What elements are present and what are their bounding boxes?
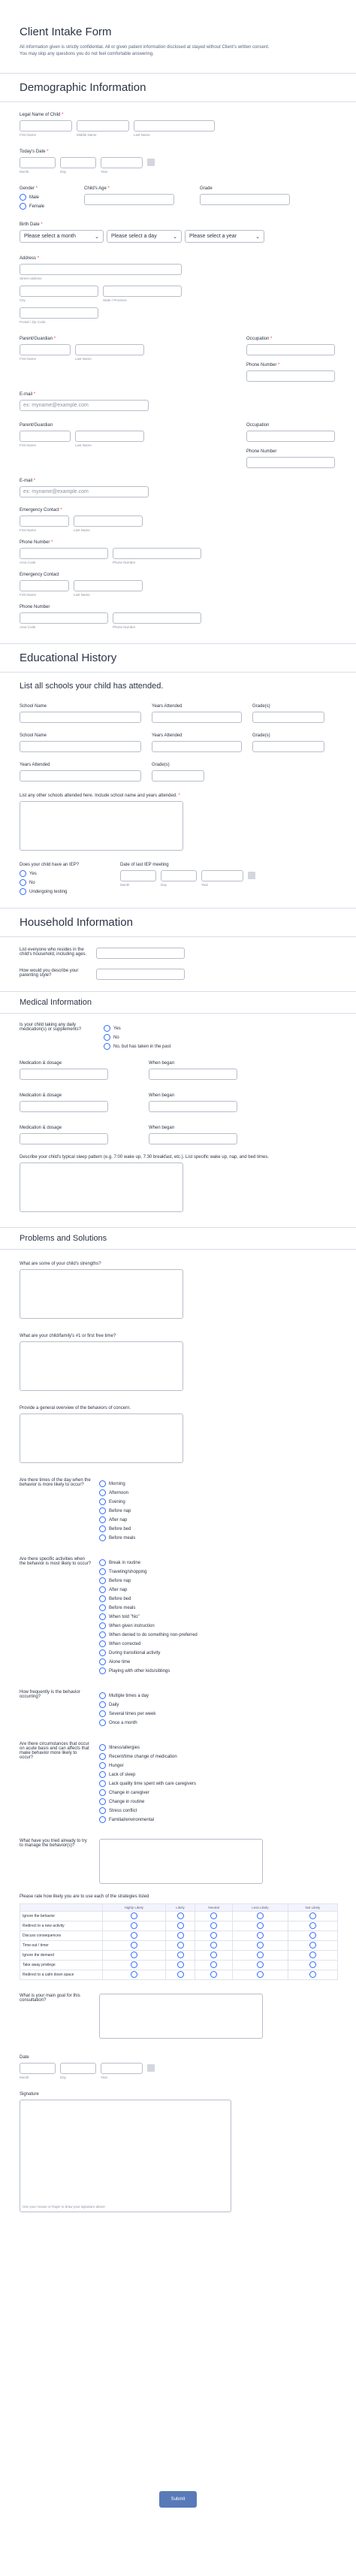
form-header (0, 0, 356, 65)
matrix-cell (103, 1912, 166, 1921)
birth-day-select[interactable]: Please select a day ⌄ (107, 230, 182, 243)
radio-icon[interactable] (99, 1516, 106, 1523)
today-year-input[interactable] (101, 157, 143, 168)
radio-icon[interactable] (309, 1952, 316, 1958)
matrix-row (20, 1941, 338, 1951)
school-row-3: Years Attended Grade(s) (0, 752, 356, 782)
option-item[interactable]: Lack quality time spent with care caregivers (99, 1780, 196, 1787)
option-item[interactable]: Alone time (99, 1658, 198, 1665)
gender-option-female[interactable]: Female (20, 203, 66, 210)
frequency-radio-list (99, 1690, 155, 1728)
matrix-cell (288, 1921, 337, 1931)
demographic-section-title: Demographic Information (0, 73, 356, 102)
first-name-input[interactable] (20, 120, 72, 132)
frequency-field: How frequently is the behavior occurring? Multiple times a day Daily Several times per week Once a month (0, 1677, 356, 1728)
behaviors-textarea[interactable] (20, 1413, 183, 1463)
option-item[interactable]: Multiple times a day (99, 1692, 155, 1699)
emergency2-first-input[interactable] (20, 580, 69, 591)
calendar-icon[interactable] (147, 159, 155, 166)
matrix-row-label: Redirect to a new activity (20, 1921, 103, 1931)
household-section-title: Household Information (0, 908, 356, 937)
concern-textarea[interactable] (20, 1341, 183, 1391)
radio-icon[interactable] (131, 1932, 137, 1939)
radio-icon[interactable] (104, 1025, 110, 1032)
years-attended-input[interactable] (152, 741, 242, 752)
date-year-input[interactable] (101, 2063, 143, 2074)
meds-option-yes[interactable]: Yes (104, 1025, 170, 1032)
option-item[interactable]: Lack of sleep (99, 1771, 196, 1778)
matrix-row (20, 1931, 338, 1941)
option-item[interactable]: Before meals (99, 1604, 198, 1611)
matrix-row (20, 1970, 338, 1980)
radio-icon[interactable] (99, 1534, 106, 1541)
calendar-icon[interactable] (248, 872, 255, 879)
matrix-cell (288, 1941, 337, 1951)
radio-icon[interactable] (309, 1932, 316, 1939)
date-month-input[interactable] (20, 2063, 56, 2074)
iep-month-input[interactable] (120, 870, 156, 881)
other-schools-field: List any other schools attended here. Include school name and years attended. * (0, 782, 356, 851)
matrix-row (20, 1951, 338, 1961)
radio-icon[interactable] (210, 1961, 217, 1968)
radio-icon[interactable] (104, 1034, 110, 1041)
radio-icon[interactable] (131, 1922, 137, 1929)
zip-input[interactable] (20, 307, 98, 319)
radio-icon[interactable] (99, 1498, 106, 1505)
option-item[interactable]: Several times per week (99, 1710, 155, 1717)
matrix-cell (288, 1912, 337, 1921)
radio-icon[interactable] (131, 1961, 137, 1968)
matrix-row-label: Ignore the behavior (20, 1912, 103, 1921)
household-members-field: List everyone who resides in the child's household, including ages. (0, 937, 356, 960)
today-day-input[interactable] (60, 157, 96, 168)
email-input[interactable]: ex: myname@example.com (20, 400, 149, 411)
middle-name-input[interactable] (77, 120, 129, 132)
medication-dosage-input[interactable] (20, 1101, 108, 1112)
emergency-first-input[interactable] (20, 516, 69, 527)
activities-checkbox-list (99, 1557, 198, 1677)
radio-icon[interactable] (99, 1658, 106, 1665)
radio-icon[interactable] (99, 1780, 106, 1787)
medication-row-3: Medication & dosage When began (0, 1112, 356, 1144)
medical-section-title: Medical Information (0, 991, 356, 1014)
activities-field: Are there specific activities when the behavior is most likely to occur? Break in routine Traveling/shopping Before nap After nap Before bed Before meals When told "No" When given instruction When denied to do something non-preferred When corrected During transitional activity Alone time Playing with other kids/siblings (0, 1543, 356, 1677)
option-item[interactable]: When given instruction (99, 1622, 198, 1629)
chevron-down-icon: ⌄ (255, 234, 260, 240)
radio-icon[interactable] (257, 1932, 264, 1939)
education-section-title: Educational History (0, 643, 356, 673)
option-item[interactable]: After nap (99, 1586, 198, 1593)
education-subtitle: List all schools your child has attended. (20, 682, 164, 691)
today-month-input[interactable] (20, 157, 56, 168)
matrix-column-header: Neutral (195, 1904, 232, 1912)
radio-icon[interactable] (99, 1489, 106, 1496)
matrix-cell (232, 1961, 288, 1970)
matrix-cell (195, 1961, 232, 1970)
option-item[interactable]: After nap (99, 1516, 135, 1523)
sleep-pattern-textarea[interactable] (20, 1163, 183, 1212)
option-item[interactable]: Before nap (99, 1507, 135, 1514)
option-item[interactable]: Once a month (99, 1719, 155, 1726)
matrix-column-header: Likely (165, 1904, 195, 1912)
radio-icon[interactable] (99, 1507, 106, 1514)
submit-wrap (0, 2491, 356, 2508)
date-field: Date Month Day Year (0, 2039, 356, 2080)
parent-occupation-row: Parent/Guardian * First Name Last Name Occupation * Phone Number * (0, 325, 356, 382)
radio-icon[interactable] (210, 1932, 217, 1939)
radio-icon[interactable] (309, 1942, 316, 1949)
radio-icon[interactable] (210, 1912, 217, 1919)
option-item[interactable]: When told "No" (99, 1613, 198, 1620)
matrix-cell (103, 1931, 166, 1941)
emergency-last-input[interactable] (74, 516, 143, 527)
radio-icon[interactable] (131, 1952, 137, 1958)
option-item[interactable]: Playing with other kids/siblings (99, 1667, 198, 1674)
iep-row: Does your child have an IEP? Yes No Undergoing testing Date of last IEP meeting Month Day Year (0, 851, 356, 897)
signature-pad[interactable]: Use your mouse or finger to draw your signature above (20, 2100, 231, 2212)
radio-icon[interactable] (257, 1961, 264, 1968)
matrix-cell (288, 1931, 337, 1941)
email-field: E-mail * ex: myname@example.com (0, 382, 356, 411)
option-item[interactable]: Afternoon (99, 1489, 135, 1496)
radio-icon[interactable] (131, 1942, 137, 1949)
changes-field: Are there circumstances that occur on acute basis and can affects that make behavior more likely to occur? Illness/allergies Recent/time change of medication Hunger Lack of sleep Lack quality time spent with care caregivers Change in caregiver Change in routine Stress conflict Familial/environmental (0, 1728, 356, 1825)
radio-icon[interactable] (99, 1595, 106, 1602)
school-name-input[interactable] (20, 712, 141, 723)
matrix-column-header: Highly Likely (103, 1904, 166, 1912)
option-item[interactable]: Traveling/shopping (99, 1568, 198, 1575)
date-day-input[interactable] (60, 2063, 96, 2074)
legal-name-field: Legal Name of Child * First Name Middle Name Last Name (0, 102, 356, 138)
email2-input[interactable]: ex: myname@example.com (20, 486, 149, 497)
signature-field: Signature Use your mouse or finger to draw your signature above (0, 2080, 356, 2212)
parent2-first-input[interactable] (20, 431, 71, 442)
option-item[interactable]: Recent/time change of medication (99, 1753, 196, 1760)
radio-icon[interactable] (99, 1577, 106, 1584)
radio-icon[interactable] (257, 1942, 264, 1949)
radio-icon[interactable] (131, 1912, 137, 1919)
option-item[interactable]: Break in routine (99, 1559, 198, 1566)
matrix-cell (165, 1931, 195, 1941)
occupation2-input[interactable] (246, 431, 335, 442)
radio-icon[interactable] (177, 1961, 184, 1968)
matrix-cell (165, 1970, 195, 1980)
radio-icon[interactable] (99, 1622, 106, 1629)
grades-input[interactable] (152, 770, 204, 782)
school-name-input[interactable] (20, 741, 141, 752)
parent2-last-input[interactable] (75, 431, 144, 442)
birth-month-select[interactable]: Please select a month ⌄ (20, 230, 104, 243)
option-item[interactable]: Daily (99, 1701, 155, 1708)
matrix-cell (103, 1961, 166, 1970)
when-began-input[interactable] (149, 1101, 237, 1112)
matrix-cell (103, 1951, 166, 1961)
option-item[interactable]: Familial/environmental (99, 1816, 196, 1823)
chevron-down-icon: ⌄ (95, 234, 99, 240)
sleep-pattern-field: Describe your child's typical sleep pattern (e.g. 7:00 wake up, 7:30 breakfast, etc.). List specific wake up, nap, and bed times. (0, 1144, 356, 1212)
radio-icon[interactable] (257, 1912, 264, 1919)
matrix-cell (232, 1931, 288, 1941)
radio-icon[interactable] (309, 1971, 316, 1978)
goals-field: What is your main goal for this consultation? (0, 1980, 356, 2039)
radio-icon[interactable] (99, 1807, 106, 1814)
radio-icon[interactable] (99, 1692, 106, 1699)
option-item[interactable]: Evening (99, 1498, 135, 1505)
matrix-row-label: Take away privilege (20, 1961, 103, 1970)
radio-icon[interactable] (99, 1640, 106, 1647)
medication-dosage-input[interactable] (20, 1133, 108, 1144)
matrix-row-label: Time-out / timer (20, 1941, 103, 1951)
matrix-cell (288, 1951, 337, 1961)
school-row-2: School Name Years Attended Grade(s) (0, 723, 356, 752)
birth-year-select[interactable]: Please select a year ⌄ (185, 230, 264, 243)
matrix-row-label: Redirect to a calm down space (20, 1970, 103, 1980)
medication-field: Is your child taking any daily medication(s) or supplements? Yes No No, but has taken in the past (20, 1023, 171, 1049)
option-item[interactable]: Illness/allergies (99, 1744, 196, 1751)
radio-icon[interactable] (257, 1952, 264, 1958)
radio-icon[interactable] (210, 1922, 217, 1929)
parent-first-input[interactable] (20, 344, 71, 355)
radio-icon[interactable] (309, 1912, 316, 1919)
radio-icon[interactable] (99, 1753, 106, 1760)
matrix-cell (288, 1970, 337, 1980)
option-item[interactable]: Before meals (99, 1534, 135, 1541)
phone2-input[interactable] (246, 457, 335, 468)
medication-row-2: Medication & dosage When began (0, 1080, 356, 1112)
matrix-cell (165, 1941, 195, 1951)
grades-input[interactable] (252, 741, 324, 752)
city-input[interactable] (20, 286, 98, 297)
emergency-phone-field: Phone Number * Area Code Phone Number (0, 533, 356, 565)
radio-icon[interactable] (210, 1942, 217, 1949)
email2-field: E-mail * ex: myname@example.com (0, 468, 356, 497)
option-item[interactable]: Hunger (99, 1762, 196, 1769)
matrix-cell (103, 1970, 166, 1980)
medication-row-1: Medication & dosage When began (0, 1052, 356, 1080)
matrix-row-label: Ignore the demand (20, 1951, 103, 1961)
changes-checkbox-list (99, 1742, 196, 1825)
medication-dosage-input[interactable] (20, 1069, 108, 1080)
radio-icon[interactable] (99, 1701, 106, 1708)
radio-icon[interactable] (20, 879, 26, 886)
gender-option-male[interactable]: Male (20, 194, 66, 201)
option-item[interactable]: Before bed (99, 1525, 135, 1532)
emergency-field: Emergency Contact * First Name Last Name (0, 497, 356, 533)
matrix-cell (165, 1961, 195, 1970)
radio-icon[interactable] (99, 1525, 106, 1532)
meds-option-past[interactable]: No, but has taken in the past (104, 1043, 170, 1050)
matrix-row-label: Discuss consequences (20, 1931, 103, 1941)
meds-option-no[interactable]: No (104, 1034, 170, 1041)
radio-icon[interactable] (20, 870, 26, 877)
option-item[interactable]: Before nap (99, 1577, 198, 1584)
radio-icon[interactable] (99, 1798, 106, 1805)
option-item[interactable]: When denied to do something non-preferred (99, 1631, 198, 1638)
radio-icon[interactable] (309, 1961, 316, 1968)
problems-section-title: Problems and Solutions (0, 1227, 356, 1250)
iep-year-input[interactable] (201, 870, 243, 881)
radio-icon[interactable] (99, 1604, 106, 1611)
school-row-1: School Name Years Attended Grade(s) (0, 691, 356, 723)
times-field: Are there times of the day when the behavior is more likely to occur? Morning Afternoon Evening Before nap After nap Before bed Before meals (0, 1463, 356, 1543)
matrix-cell (195, 1931, 232, 1941)
when-began-input[interactable] (149, 1133, 237, 1144)
radio-icon[interactable] (177, 1942, 184, 1949)
other-schools-textarea[interactable] (20, 801, 183, 851)
radio-icon[interactable] (104, 1043, 110, 1050)
strengths-textarea[interactable] (20, 1269, 183, 1319)
matrix-cell (103, 1941, 166, 1951)
radio-icon[interactable] (99, 1631, 106, 1638)
submit-button[interactable]: Submit (159, 2491, 198, 2508)
birth-date-field: Birth Date * Please select a month ⌄ Please select a day ⌄ Please select a year ⌄ (0, 212, 356, 243)
radio-icon[interactable] (99, 1667, 106, 1674)
radio-icon[interactable] (99, 1710, 106, 1717)
chevron-down-icon: ⌄ (173, 234, 177, 240)
radio-icon[interactable] (309, 1922, 316, 1929)
emergency-area-input[interactable] (20, 548, 108, 559)
radio-icon[interactable] (177, 1922, 184, 1929)
matrix-row (20, 1921, 338, 1931)
radio-icon[interactable] (99, 1586, 106, 1593)
radio-icon[interactable] (99, 1480, 106, 1487)
emergency2-phone-input[interactable] (113, 612, 201, 624)
parent2-occupation-row: Parent/Guardian First Name Last Name Occupation Phone Number (0, 411, 356, 468)
radio-icon[interactable] (99, 1744, 106, 1751)
emergency2-last-input[interactable] (74, 580, 143, 591)
matrix-cell (195, 1951, 232, 1961)
iep-option-testing[interactable]: Undergoing testing (20, 888, 104, 895)
matrix-cell (232, 1921, 288, 1931)
matrix-cell (232, 1951, 288, 1961)
phone-input[interactable] (246, 370, 335, 382)
radio-icon[interactable] (257, 1971, 264, 1978)
matrix-cell (232, 1912, 288, 1921)
radio-icon[interactable] (177, 1952, 184, 1958)
radio-icon[interactable] (99, 1559, 106, 1566)
strategies-matrix-field: Please rate how likely you are to use each of the strategies listed Highly Likely Likely Neutral Less Likely Not Likely Ignore the behavior Redirect to a new activity Discuss consequences Time-out / timer Ignore the demand Take away privilege Redirect to a calm down space (0, 1884, 356, 1980)
radio-icon[interactable] (99, 1649, 106, 1656)
radio-icon[interactable] (20, 194, 26, 201)
matrix-cell (103, 1921, 166, 1931)
emergency-phone-input[interactable] (113, 548, 201, 559)
address-field: Address * Street Address City State / Province Postal / Zip Code (0, 243, 356, 325)
strengths-field: What are some of your child's strengths? (0, 1250, 356, 1319)
radio-icon[interactable] (210, 1952, 217, 1958)
today-date-field: Today's Date * Month Day Year (0, 138, 356, 174)
matrix-cell (195, 1912, 232, 1921)
radio-icon[interactable] (99, 1568, 106, 1575)
radio-icon[interactable] (99, 1816, 106, 1823)
radio-icon[interactable] (99, 1789, 106, 1796)
matrix-column-header: Less Likely (232, 1904, 288, 1912)
attempted-textarea[interactable] (99, 1839, 263, 1884)
option-item[interactable]: Change in routine (99, 1798, 196, 1805)
emergency2-area-input[interactable] (20, 612, 108, 624)
radio-icon[interactable] (99, 1719, 106, 1726)
matrix-column-header: Not Likely (288, 1904, 337, 1912)
matrix-row (20, 1961, 338, 1970)
option-item[interactable]: When corrected (99, 1640, 198, 1647)
goals-textarea[interactable] (99, 1994, 263, 2039)
radio-icon[interactable] (131, 1971, 137, 1978)
radio-icon[interactable] (177, 1912, 184, 1919)
radio-icon[interactable] (210, 1971, 217, 1978)
years-attended-input[interactable] (20, 770, 141, 782)
state-input[interactable] (103, 286, 182, 297)
radio-icon[interactable] (99, 1762, 106, 1769)
matrix-cell (195, 1921, 232, 1931)
option-item[interactable]: Morning (99, 1480, 135, 1487)
radio-icon[interactable] (177, 1932, 184, 1939)
matrix-cell (165, 1921, 195, 1931)
attempted-field: What have you tried already to try to manage the behavior(s)? (0, 1825, 356, 1884)
household-members-input[interactable] (96, 948, 185, 959)
child-age-input[interactable] (84, 194, 174, 205)
occupation-input[interactable] (246, 344, 335, 355)
street-address-input[interactable] (20, 264, 182, 275)
iep-day-input[interactable] (161, 870, 197, 881)
form-title: Client Intake Form (20, 26, 112, 38)
form-description: All information given is strictly confidential. All or given patient information disclosed at stayed without Client's written consent. You may skip any questions you do not feel comfortable answering. (20, 45, 270, 56)
matrix-cell (195, 1970, 232, 1980)
parenting-style-input[interactable] (96, 969, 185, 980)
gender-age-grade-row: Gender * Male Female Child's Age * Grade (0, 174, 356, 212)
years-attended-input[interactable] (152, 712, 242, 723)
option-item[interactable]: Stress conflict (99, 1807, 196, 1814)
strategies-matrix (20, 1903, 338, 1980)
grade-input[interactable] (200, 194, 290, 205)
grades-input[interactable] (252, 712, 324, 723)
matrix-cell (232, 1941, 288, 1951)
iep-option-yes[interactable]: Yes (20, 870, 104, 877)
option-item[interactable]: During transitional activity (99, 1649, 198, 1656)
times-checkbox-list (99, 1478, 135, 1543)
parenting-style-field: How would you describe your parenting style? (0, 960, 356, 981)
radio-icon[interactable] (99, 1613, 106, 1620)
when-began-input[interactable] (149, 1069, 237, 1080)
radio-icon[interactable] (20, 888, 26, 895)
emergency2-phone-field: Phone Number Area Code Phone Number (0, 597, 356, 630)
matrix-cell (195, 1941, 232, 1951)
emergency2-field: Emergency Contact First Name Last Name (0, 565, 356, 597)
behaviors-field: Provide a general overview of the behaviors of concern. (0, 1391, 356, 1463)
radio-icon[interactable] (177, 1971, 184, 1978)
matrix-row (20, 1912, 338, 1921)
iep-option-no[interactable]: No (20, 879, 104, 886)
radio-icon[interactable] (20, 203, 26, 210)
matrix-cell (232, 1970, 288, 1980)
last-name-input[interactable] (134, 120, 215, 132)
option-item[interactable]: Before bed (99, 1595, 198, 1602)
matrix-cell (288, 1961, 337, 1970)
radio-icon[interactable] (99, 1771, 106, 1778)
parent-last-input[interactable] (75, 344, 144, 355)
matrix-cell (165, 1912, 195, 1921)
matrix-cell (165, 1951, 195, 1961)
concern-field: What are your child/family's #1 or first free time? (0, 1319, 356, 1391)
option-item[interactable]: Change in caregiver (99, 1789, 196, 1796)
radio-icon[interactable] (257, 1922, 264, 1929)
calendar-icon[interactable] (147, 2064, 155, 2072)
